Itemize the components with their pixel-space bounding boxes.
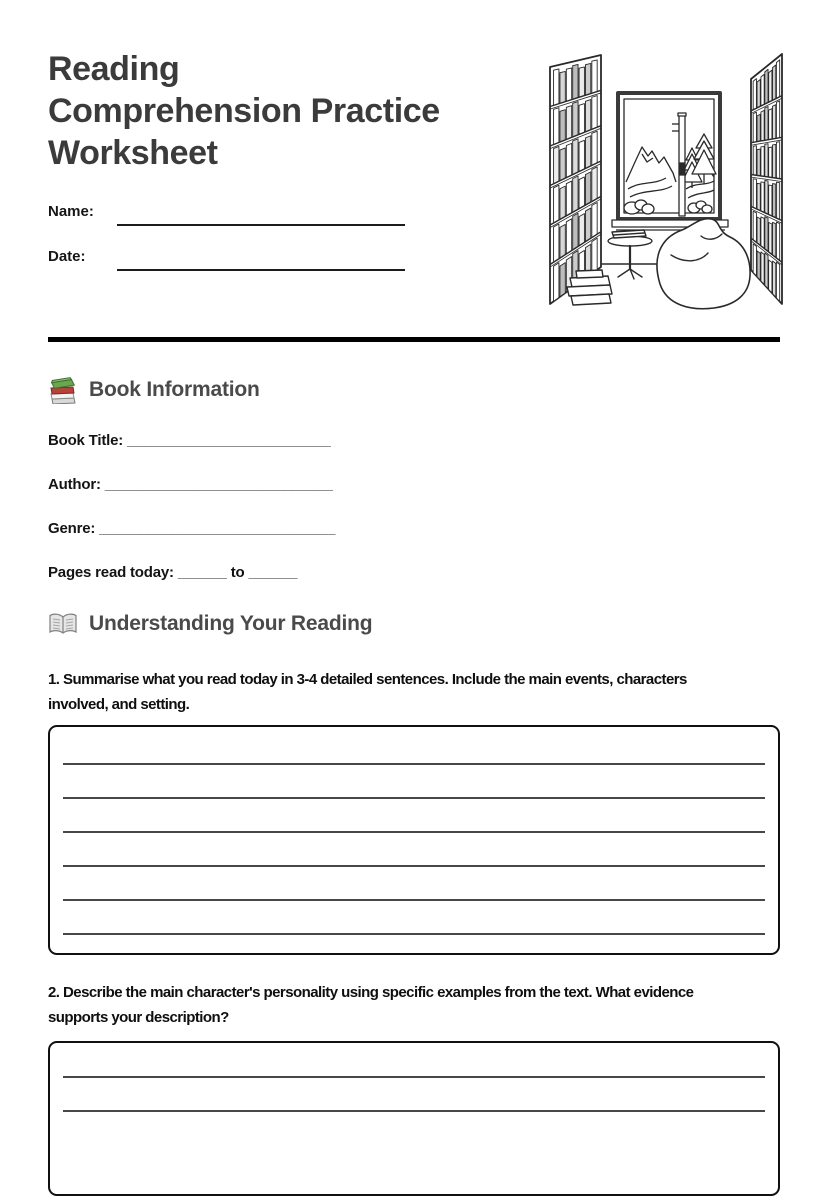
open-book-icon [48, 612, 78, 636]
book-information-heading-text: Book Information [89, 378, 260, 401]
book-title-blank: _________________________ [127, 432, 331, 449]
question-1-prompt [48, 667, 780, 717]
answer-rule-line [63, 799, 765, 833]
book-title-field [48, 432, 780, 449]
pages-read-field [48, 564, 780, 581]
genre-field [48, 520, 780, 537]
page-title [48, 0, 548, 174]
date-row [48, 247, 408, 271]
page-title-line-1: Reading [48, 50, 180, 88]
bean-bag-chair [657, 219, 750, 309]
page-title-line-2: Comprehension Practice [48, 92, 440, 130]
name-row [48, 202, 408, 226]
reading-nook-drawing [544, 42, 784, 314]
understanding-heading-text: Understanding Your Reading [89, 612, 373, 635]
book-information-heading [48, 375, 780, 405]
name-label: Name: [48, 203, 94, 220]
answer-rule-line [63, 867, 765, 901]
genre-label: Genre: [48, 520, 96, 537]
date-label: Date: [48, 248, 86, 265]
book-title-label: Book Title: [48, 432, 124, 449]
question-2-prompt [48, 980, 780, 1030]
answer-rule-line [63, 731, 765, 765]
author-field [48, 476, 780, 493]
window-with-mountain-view [612, 93, 728, 230]
reading-nook-illustration [544, 42, 784, 314]
books-stack-icon [48, 376, 78, 404]
left-bookshelf [550, 55, 601, 304]
page-title-line-3: Worksheet [48, 134, 218, 172]
answer-rule-line [63, 901, 765, 935]
pages-from-blank: ______ [177, 564, 227, 581]
pages-read-label: Pages read today: [48, 564, 174, 581]
question-1-line-1: 1. Summarise what you read today in 3-4 detailed sentences. Include the main events, characters [48, 671, 687, 688]
pages-to-blank: ______ [248, 564, 298, 581]
question-1-line-2: involved, and setting. [48, 696, 190, 713]
genre-blank: _____________________________ [99, 520, 336, 537]
understanding-heading [48, 609, 780, 639]
answer-rule-line [63, 1044, 765, 1078]
right-bookshelf [751, 54, 782, 304]
question-2-line-2: supports your description? [48, 1009, 229, 1026]
date-blank-line [117, 247, 405, 271]
question-2-answer-box [48, 1041, 780, 1196]
author-label: Author: [48, 476, 101, 493]
question-1-answer-box [48, 725, 780, 955]
side-table [608, 230, 652, 279]
name-blank-line [117, 202, 405, 226]
pages-to-word: to [230, 564, 245, 581]
answer-rule-line [63, 1078, 765, 1112]
answer-rule-line [63, 765, 765, 799]
answer-rule-line [63, 833, 765, 867]
section-divider-rule [48, 337, 780, 342]
author-blank: ____________________________ [104, 476, 333, 493]
question-2-line-1: 2. Describe the main character's personality using specific examples from the text. What evidence [48, 984, 694, 1001]
